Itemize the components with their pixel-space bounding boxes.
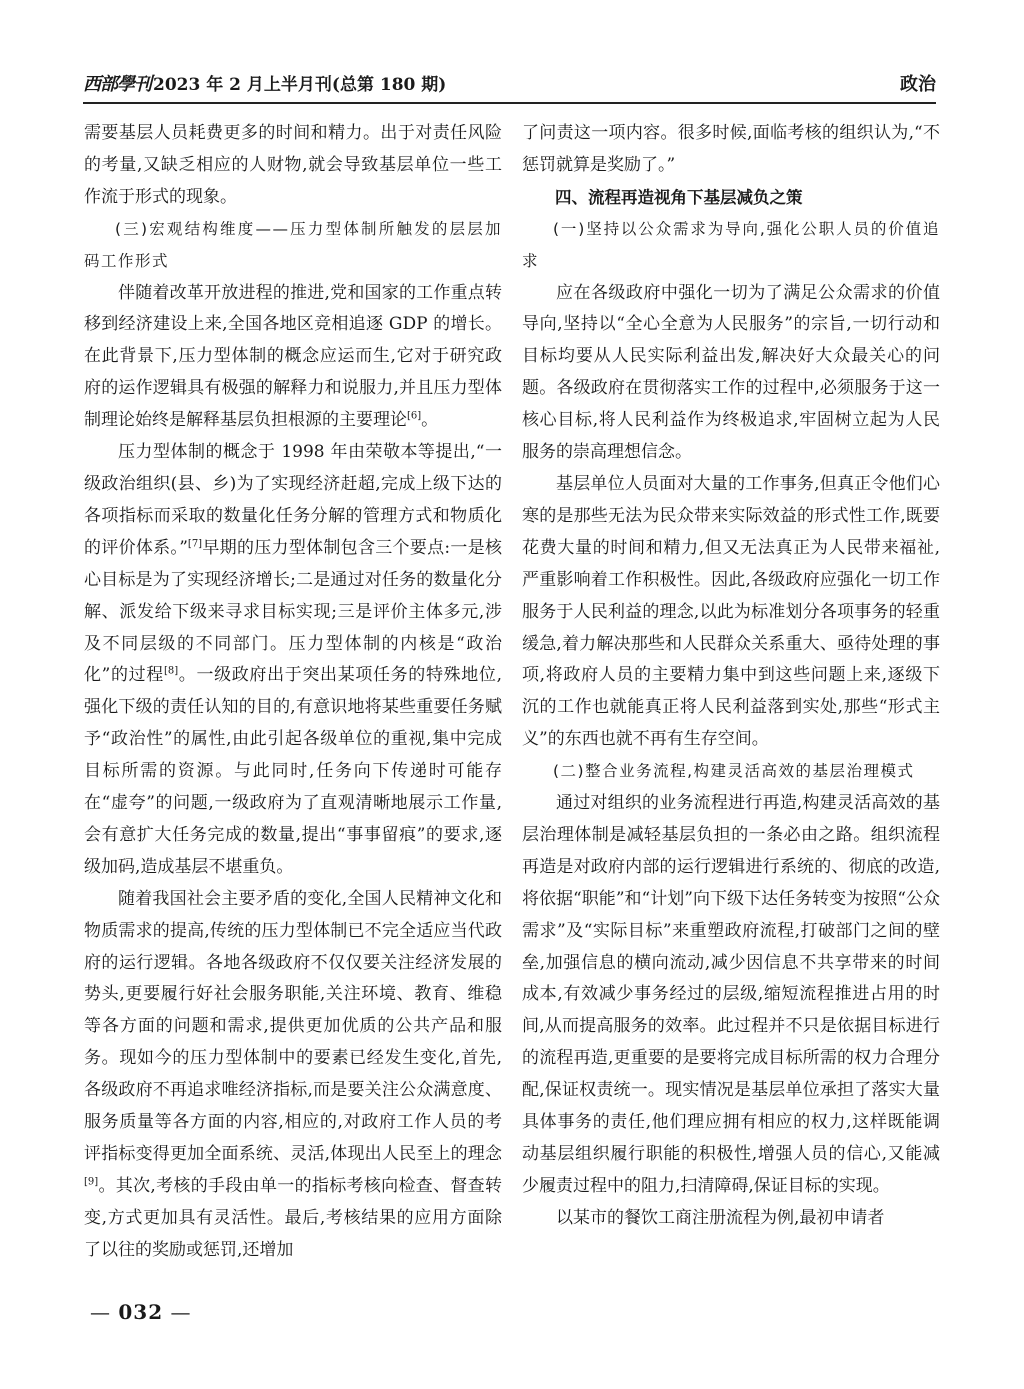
section-name: 政治 <box>900 74 936 95</box>
paragraph: 通过对组织的业务流程进行再造,构建灵活高效的基层治理体制是减轻基层负担的一条必由之路。组织流程再造是对政府内部的运行逻辑进行系统的、彻底的改造,将依据“职能”和“计划”向下级下达任务转变为按照“公众需求”及“实际目标”来重塑政府流程,打破部门之间的壁垒,加强信息的横向流动,减少因信息不共享带来的时间成本,有效减少事务经过的层级,缩短流程推进占用的时间,从而提高服务的效率。此过程并不只是依据目标进行的流程再造,更重要的是要将完成目标所需的权力合理分配,保证权责统一。现实情况是基层单位承担了落实大量具体事务的责任,他们理应拥有相应的权力,这样既能调动基层组织履行职能的积极性,增强人员的信心,又能减少履责过程中的阻力,扫清障碍,保证目标的实现。 <box>522 793 940 1196</box>
paragraph: 基层单位人员面对大量的工作事务,但真正令他们心寒的是那些无法为民众带来实际效益的形式性工作,既要花费大量的时间和精力,但又无法真正为人民带来福祉,严重影响着工作积极性。因此,各级政府应强化一切工作服务于人民利益的理念,以此为标准划分各项事务的轻重缓急,着力解决那些和人民群众关系重大、亟待处理的事项,将政府人员的主要精力集中到这些问题上来,逐级下沉的工作也就能真正将人民利益落到实处,那些“形式主义”的东西也就不再有生存空间。 <box>522 473 940 750</box>
section-heading: 四、流程再造视角下基层减负之策 <box>555 187 803 207</box>
page-number: 032 <box>118 1300 164 1324</box>
page-footer: — 032 — <box>90 1300 192 1324</box>
citation-ref: [9] <box>84 1176 99 1188</box>
journal-issue-line <box>83 72 446 98</box>
paragraph: 压力型体制的概念于 1998 年由荣敬本等提出,“一级政治组织(县、乡)为了实现经济赶超,完成上级下达的各项指标而采取的数量化任务分解的管理方式和物质化的评价体系。”[7]早期的压力型体制包含三个要点:一是核心目标是为了实现经济增长;二是通过对任务的数量化分解、派发给下级来寻求目标实现;三是评价主体多元,涉及不同层级的不同部门。压力型体制的内核是“政治化”的过程[8]。一级政府出于突出某项任务的特殊地位,强化下级的责任认知的目的,有意识地将某些重要任务赋予“政治性”的属性,由此引起各级单位的重视,集中完成目标所需的资源。与此同时,任务向下传递时可能存在“虚夸”的问题,一级政府为了直观清晰地展示工作量,会有意扩大任务完成的数量,提出“事事留痕”的要求,逐级加码,造成基层不堪重负。 <box>84 442 502 877</box>
left-column <box>84 118 502 1267</box>
subheading: (三)宏观结构维度——压力型体制所触发的层层加码工作形式 <box>84 219 502 270</box>
citation-ref: [8] <box>163 665 179 677</box>
paragraph: 随着我国社会主要矛盾的变化,全国人民精神文化和物质需求的提高,传统的压力型体制已不完全适应当代政府的运行逻辑。各地各级政府不仅仅要关注经济发展的势头,更要履行好社会服务职能,关注环境、教育、维稳等各方面的问题和需求,提供更加优质的公共产品和服务。现如今的压力型体制中的要素已经发生变化,首先,各级政府不再追求唯经济指标,而是要关注公众满意度、服务质量等各方面的内容,相应的,对政府工作人员的考评指标变得更加全面系统、灵活,体现出人民至上的理念[9]。其次,考核的手段由单一的指标考核向检查、督查转变,方式更加具有灵活性。最后,考核结果的应用方面除了以往的奖励或惩罚,还增加 <box>84 888 502 1260</box>
citation-ref: [6] <box>407 410 422 422</box>
subheading: (二)整合业务流程,构建灵活高效的基层治理模式 <box>553 762 915 781</box>
paragraph: 了问责这一项内容。很多时候,面临考核的组织认为,“不惩罚就算是奖励了。” <box>522 123 940 175</box>
citation-ref: [7] <box>187 538 203 550</box>
paragraph: 应在各级政府中强化一切为了满足公众需求的价值导向,坚持以“全心全意为人民服务”的宗旨,一切行动和目标均要从人民实际利益出发,解决好大众最关心的问题。各级政府在贯彻落实工作的过程中,必须服务于这一核心目标,将人民利益作为终极追求,牢固树立起为人民服务的崇高理想信念。 <box>522 282 940 463</box>
issue-info: 2023 年 2 月上半月刊(总第 180 期) <box>153 75 447 95</box>
journal-logo: 西部學刊 <box>83 74 151 95</box>
right-column <box>522 118 940 1235</box>
header-divider <box>83 102 936 104</box>
paragraph: 伴随着改革开放进程的推进,党和国家的工作重点转移到经济建设上来,全国各地区竞相追逐 GDP 的增长。在此背景下,压力型体制的概念应运而生,它对于研究政府的运作逻辑具有极强的解释力和说服力,并且压力型体制理论始终是解释基层负担根源的主要理论[6]。 <box>84 282 502 431</box>
running-header <box>83 72 936 104</box>
paragraph: 需要基层人员耗费更多的时间和精力。出于对责任风险的考量,又缺乏相应的人财物,就会导致基层单位一些工作流于形式的现象。 <box>84 123 502 207</box>
paragraph: 以某市的餐饮工商注册流程为例,最初申请者 <box>556 1207 885 1228</box>
subheading: (一)坚持以公众需求为导向,强化公职人员的价值追求 <box>522 219 940 270</box>
